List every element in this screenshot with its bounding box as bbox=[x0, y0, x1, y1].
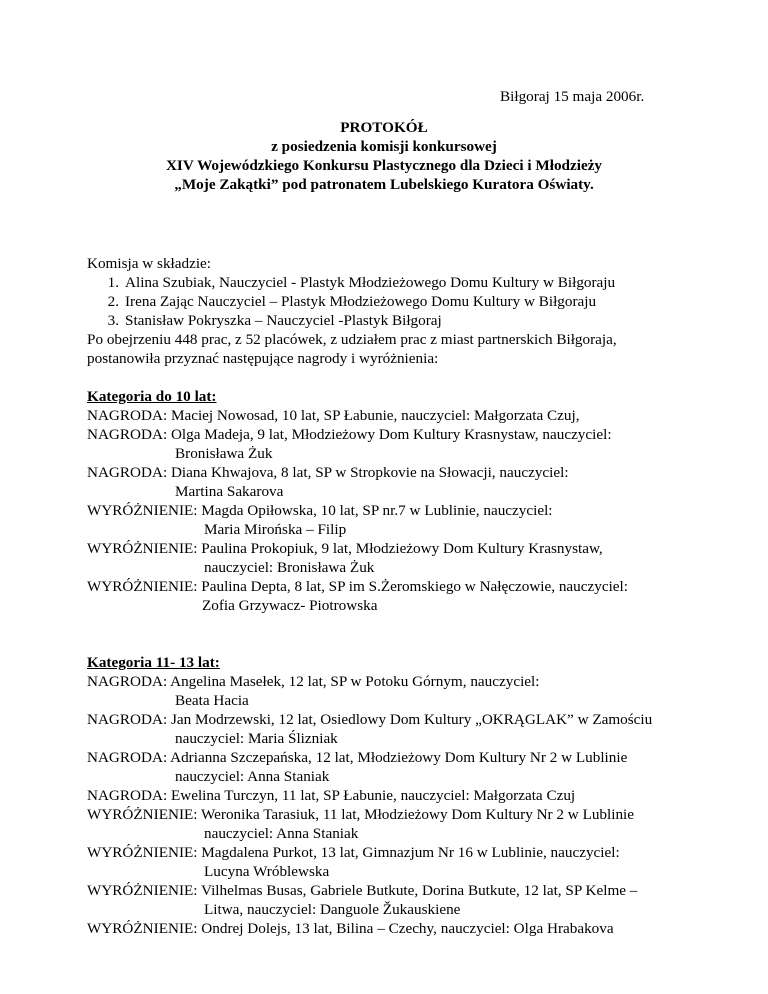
award-entry: NAGRODA: Angelina Masełek, 12 lat, SP w Potoku Górnym, nauczyciel: bbox=[87, 673, 540, 690]
distinction-entry-continuation: Maria Mirońska – Filip bbox=[204, 521, 347, 538]
commission-intro: Komisja w składzie: bbox=[87, 255, 212, 272]
award-entry-continuation: nauczyciel: Anna Staniak bbox=[175, 768, 330, 785]
member-text: Irena Zając Nauczyciel – Plastyk Młodzieżowego Domu Kultury w Biłgoraju bbox=[125, 293, 597, 310]
document-body bbox=[87, 254, 687, 938]
award-entry: NAGRODA: Maciej Nowosad, 10 lat, SP Łabunie, nauczyciel: Małgorzata Czuj, bbox=[87, 407, 580, 424]
spacer bbox=[87, 615, 687, 634]
document-date: Biłgoraj 15 maja 2006r. bbox=[500, 88, 645, 105]
category-heading: Kategoria do 10 lat: bbox=[87, 388, 217, 405]
distinction-entry: WYRÓŻNIENIE: Vilhelmas Busas, Gabriele Butkute, Dorina Butkute, 12 lat, SP Kelme – bbox=[87, 882, 638, 899]
award-entry: NAGRODA: Ewelina Turczyn, 11 lat, SP Łabunie, nauczyciel: Małgorzata Czuj bbox=[87, 787, 576, 804]
list-number: 3. bbox=[107, 312, 119, 329]
commission-member bbox=[87, 292, 687, 311]
summary-line-2: postanowiła przyznać następujące nagrody i wyróżnienia: bbox=[87, 350, 439, 367]
title-line-2: z posiedzenia komisji konkursowej bbox=[271, 138, 497, 155]
list-number: 1. bbox=[107, 274, 119, 291]
award-entry: NAGRODA: Adrianna Szczepańska, 12 lat, Młodzieżowy Dom Kultury Nr 2 w Lublinie bbox=[87, 749, 628, 766]
category-heading: Kategoria 11- 13 lat: bbox=[87, 654, 220, 671]
summary-line-1: Po obejrzeniu 448 prac, z 52 placówek, z udziałem prac z miast partnerskich Biłgoraja, bbox=[87, 331, 617, 348]
commission-member bbox=[87, 311, 687, 330]
commission-members-list bbox=[87, 273, 687, 330]
title-line-4: „Moje Zakątki” pod patronatem Lubelskiego Kuratora Oświaty. bbox=[174, 176, 594, 193]
commission-member bbox=[87, 273, 687, 292]
distinction-entry: WYRÓŻNIENIE: Paulina Depta, 8 lat, SP im S.Żeromskiego w Nałęczowie, nauczyciel: bbox=[87, 578, 628, 595]
document-title bbox=[0, 118, 768, 194]
distinction-entry: WYRÓŻNIENIE: Magda Opiłowska, 10 lat, SP nr.7 w Lublinie, nauczyciel: bbox=[87, 502, 553, 519]
category-section-2 bbox=[87, 653, 687, 938]
distinction-entry-continuation: nauczyciel: Anna Staniak bbox=[204, 825, 359, 842]
distinction-entry-continuation: nauczyciel: Bronisława Żuk bbox=[204, 559, 375, 576]
distinction-entry-continuation: Lucyna Wróblewska bbox=[204, 863, 330, 880]
title-line-3: XIV Wojewódzkiego Konkursu Plastycznego dla Dzieci i Młodzieży bbox=[165, 157, 603, 174]
distinction-entry-continuation: Litwa, nauczyciel: Danguole Žukauskiene bbox=[204, 901, 461, 918]
award-entry: NAGRODA: Olga Madeja, 9 lat, Młodzieżowy Dom Kultury Krasnystaw, nauczyciel: bbox=[87, 426, 612, 443]
distinction-entry: WYRÓŻNIENIE: Weronika Tarasiuk, 11 lat, Młodzieżowy Dom Kultury Nr 2 w Lublinie bbox=[87, 806, 635, 823]
distinction-entry-continuation: Zofia Grzywacz- Piotrowska bbox=[202, 597, 378, 614]
award-entry-continuation: Martina Sakarova bbox=[175, 483, 284, 500]
title-line-1: PROTOKÓŁ bbox=[340, 119, 428, 136]
award-entry-continuation: Bronisława Żuk bbox=[175, 445, 273, 462]
award-entry: NAGRODA: Diana Khwajova, 8 lat, SP w Stropkovie na Słowacji, nauczyciel: bbox=[87, 464, 569, 481]
award-entry-continuation: nauczyciel: Maria Ślizniak bbox=[175, 730, 338, 747]
award-entry-continuation: Beata Hacia bbox=[175, 692, 249, 709]
distinction-entry: WYRÓŻNIENIE: Magdalena Purkot, 13 lat, Gimnazjum Nr 16 w Lublinie, nauczyciel: bbox=[87, 844, 620, 861]
distinction-entry: WYRÓŻNIENIE: Paulina Prokopiuk, 9 lat, Młodzieżowy Dom Kultury Krasnystaw, bbox=[87, 540, 603, 557]
list-number: 2. bbox=[107, 293, 119, 310]
member-text: Alina Szubiak, Nauczyciel - Plastyk Młodzieżowego Domu Kultury w Biłgoraju bbox=[125, 274, 616, 291]
member-text: Stanisław Pokryszka – Nauczyciel -Plastyk Biłgoraj bbox=[125, 312, 442, 329]
category-section-1 bbox=[87, 387, 687, 615]
distinction-entry: WYRÓŻNIENIE: Ondrej Dolejs, 13 lat, Bilina – Czechy, nauczyciel: Olga Hrabakova bbox=[87, 920, 614, 937]
award-entry: NAGRODA: Jan Modrzewski, 12 lat, Osiedlowy Dom Kultury „OKRĄGLAK” w Zamościu bbox=[87, 711, 653, 728]
